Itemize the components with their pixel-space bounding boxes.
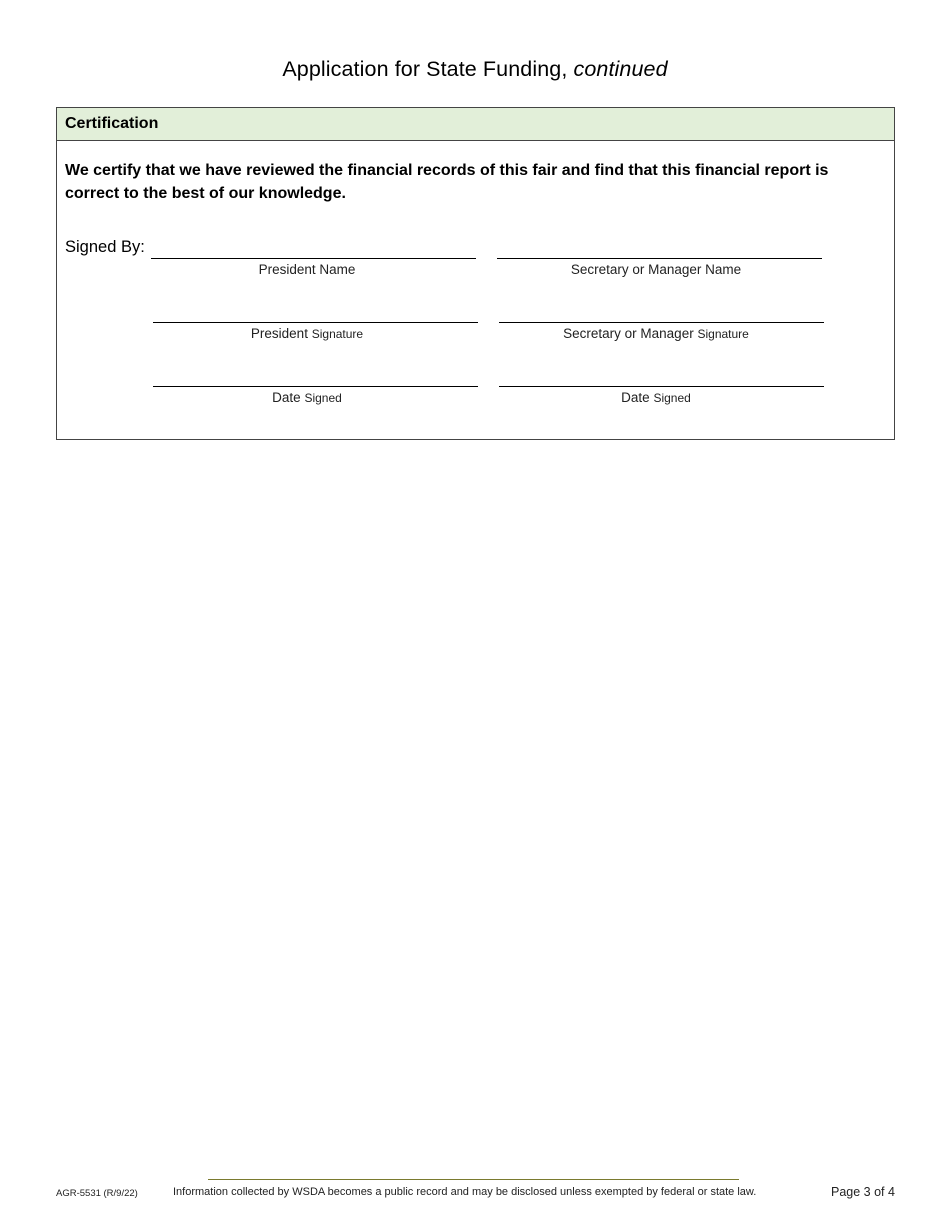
footer-divider — [208, 1179, 739, 1180]
certification-statement: We certify that we have reviewed the financial records of this fair and find that this financial report is correct to the best of our knowledge. — [65, 162, 829, 202]
date-left-line[interactable] — [153, 386, 478, 387]
president-name-line[interactable] — [151, 258, 476, 259]
president-signature-caption-main: President — [250, 326, 308, 341]
page-title-text: Application for State Funding, — [282, 57, 568, 81]
date-left-caption-main: Date — [272, 390, 301, 405]
page-title — [0, 57, 950, 82]
secretary-signature-line[interactable] — [499, 322, 824, 323]
secretary-name-caption: Secretary or Manager Name — [570, 262, 742, 277]
date-right-caption-small: Signed — [653, 391, 691, 405]
secretary-name-line[interactable] — [497, 258, 822, 259]
footer-form-number: AGR-5531 (R/9/22) — [56, 1188, 138, 1199]
president-signature-line[interactable] — [153, 322, 478, 323]
footer-disclaimer: Information collected by WSDA becomes a public record and may be disclosed unless exempted by federal or state law. — [173, 1186, 757, 1198]
certification-heading: Certification — [57, 108, 894, 141]
date-left-caption-small: Signed — [304, 391, 342, 405]
president-signature-caption-small: Signature — [311, 327, 364, 341]
secretary-signature-caption-main: Secretary or Manager — [563, 326, 694, 341]
date-right-caption-main: Date — [621, 390, 650, 405]
president-signature-caption — [144, 326, 470, 341]
president-name-caption: President Name — [258, 262, 356, 277]
date-left-caption — [144, 390, 470, 405]
date-right-line[interactable] — [499, 386, 824, 387]
page-title-suffix: continued — [573, 57, 668, 81]
secretary-signature-caption-small: Signature — [697, 327, 749, 341]
date-right-caption — [493, 390, 819, 405]
footer-page-number: Page 3 of 4 — [831, 1185, 895, 1199]
secretary-signature-caption — [493, 326, 819, 341]
signed-by-label: Signed By: — [65, 238, 145, 256]
